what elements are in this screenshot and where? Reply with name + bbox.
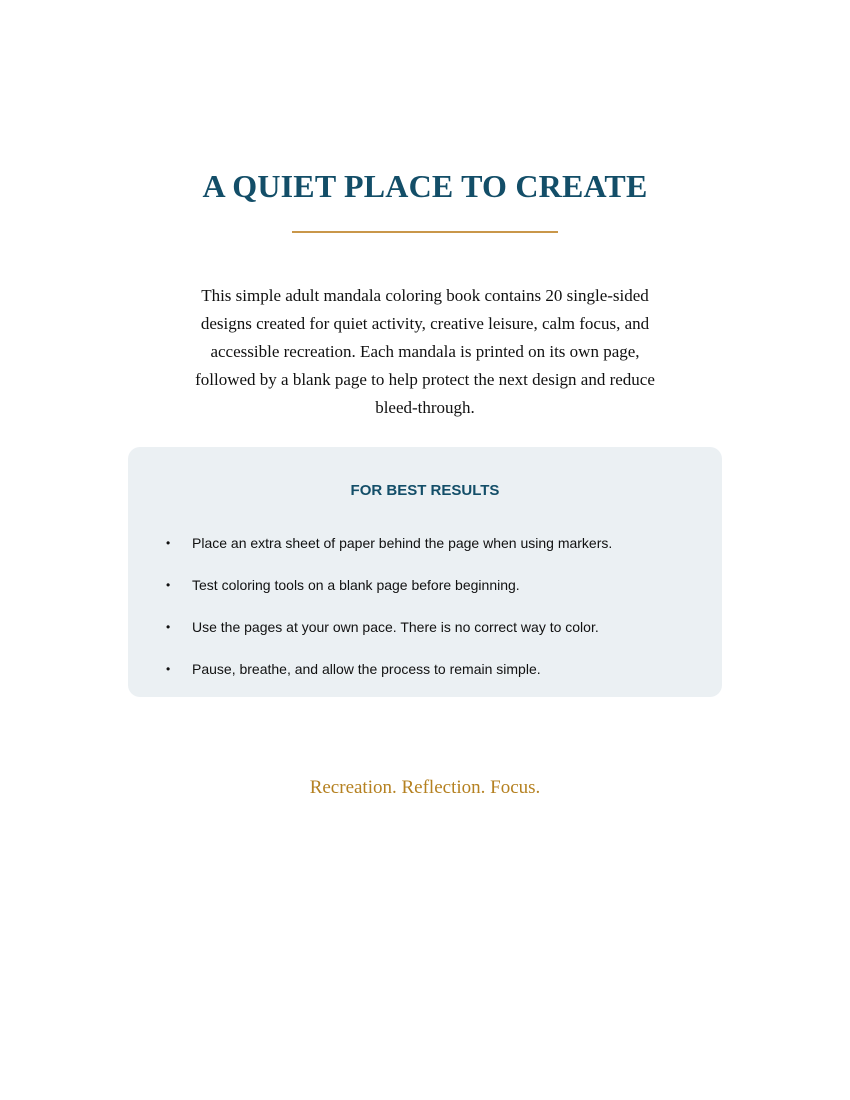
- list-item: [128, 616, 722, 658]
- bullet-icon: •: [166, 662, 171, 676]
- tips-list: [128, 532, 722, 700]
- list-item: [128, 532, 722, 574]
- intro-paragraph: This simple adult mandala coloring book contains 20 single-sided designs created for quiet activity, creative leisure, calm focus, and accessible recreation. Each mandala is printed on its own page, followed by a blank page to help protect the next design and reduce bleed-through.: [195, 286, 655, 417]
- tip-text: Pause, breathe, and allow the process to remain simple.: [192, 661, 541, 677]
- tip-text: Test coloring tools on a blank page before beginning.: [192, 577, 520, 593]
- page-title: A QUIET PLACE TO CREATE: [202, 168, 648, 204]
- tip-text: Place an extra sheet of paper behind the page when using markers.: [192, 535, 613, 551]
- title-divider: [292, 231, 558, 233]
- bullet-icon: •: [166, 536, 171, 550]
- best-results-heading: FOR BEST RESULTS: [350, 482, 500, 499]
- best-results-panel: [128, 447, 722, 697]
- tip-text: Use the pages at your own pace. There is no correct way to color.: [192, 619, 599, 635]
- list-item: [128, 574, 722, 616]
- tagline: Recreation. Reflection. Focus.: [309, 777, 541, 798]
- list-item: [128, 658, 722, 700]
- bullet-icon: •: [166, 578, 171, 592]
- bullet-icon: •: [166, 620, 171, 634]
